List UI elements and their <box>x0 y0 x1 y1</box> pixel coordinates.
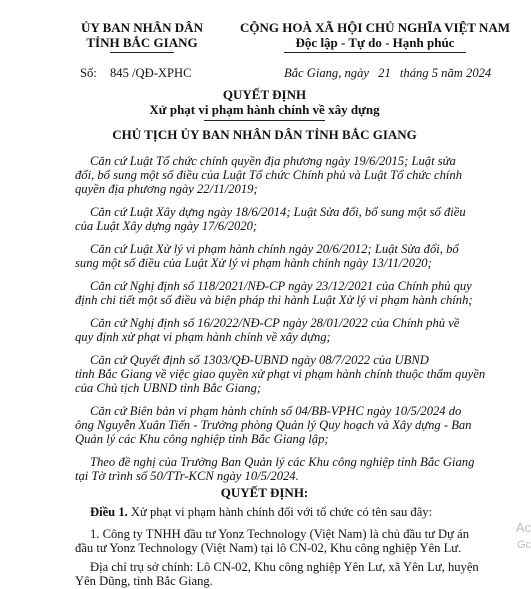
docno-suffix: /QĐ-XPHC <box>132 66 192 80</box>
date-place: Bắc Giang, ngày <box>284 66 369 80</box>
preamble-line: Căn cứ Biên bản vi phạm hành chính số 04/BB-VPHC ngày 10/5/2024 do <box>90 404 462 418</box>
subtitle-underline <box>204 120 325 121</box>
preamble-line: sung một số điều của Luật Xử lý vi phạm hành chính ngày 13/11/2020; <box>75 256 432 270</box>
preamble-line: Theo đề nghị của Trưởng Ban Quản lý các Khu công nghiệp tỉnh Bắc Giang <box>90 455 475 469</box>
article-1-label: Điều 1. <box>90 505 128 519</box>
issuing-authority-header <box>62 20 222 50</box>
docno-number: 845 <box>109 66 129 80</box>
issue-date <box>284 66 491 81</box>
country-name: CỘNG HOÀ XÃ HỘI CHỦ NGHĨA VIỆT NAM <box>239 20 511 35</box>
body-line: 1. Công ty TNHH đầu tư Yonz Technology (Việt Nam) là chủ đầu tư Dự án <box>90 527 469 541</box>
docno-label: Số: <box>80 66 97 80</box>
preamble-line: quyền địa phương ngày 22/11/2019; <box>75 182 258 196</box>
preamble-line: Căn cứ Luật Xử lý vi phạm hành chính ngày 20/6/2012; Luật Sửa đổi, bổ <box>90 242 459 256</box>
preamble-line: quy định xử phạt vi phạm hành chính về xây dựng; <box>75 330 331 344</box>
authority-underline <box>110 52 174 53</box>
preamble-line: của Luật Xây dựng ngày 17/6/2020; <box>75 219 258 233</box>
preamble-line: Căn cứ Luật Xây dựng ngày 18/6/2014; Luật Sửa đổi, bổ sung một số điều <box>90 205 466 219</box>
article-1-text: Xử phạt vi phạm hành chính đối với tổ chức có tên sau đây: <box>127 505 433 519</box>
national-motto: Độc lập - Tự do - Hạnh phúc <box>295 35 455 50</box>
article-1 <box>90 505 432 520</box>
preamble-line: Quản lý các Khu công nghiệp tỉnh Bắc Giang lập; <box>75 432 329 446</box>
motto-underline <box>284 52 466 53</box>
signing-authority: CHỦ TỊCH ỦY BAN NHÂN DÂN TỈNH BẮC GIANG <box>112 127 417 142</box>
preamble-line: Căn cứ Nghị định số 16/2022/NĐ-CP ngày 28/01/2022 của Chính phủ về <box>90 316 460 330</box>
preamble-line: Căn cứ Nghị định số 118/2021/NĐ-CP ngày 23/12/2021 của Chính phủ quy <box>90 279 472 293</box>
authority-line-2: TỈNH BẮC GIANG <box>86 35 198 50</box>
date-month-year: tháng 5 năm 2024 <box>399 66 492 80</box>
preamble-line: tại Tờ trình số 50/TTr-KCN ngày 10/5/2024. <box>75 469 299 483</box>
preamble-line: Căn cứ Quyết định số 1303/QĐ-UBND ngày 08/7/2022 của UBND <box>90 353 429 367</box>
preamble-line: đổi, bổ sung một số điều của Luật Tổ chức Chính phủ và Luật Tổ chức chính <box>75 168 462 182</box>
date-day: 21 <box>378 66 391 80</box>
preamble-line: định chi tiết một số điều và biện pháp thi hành Luật Xử lý vi phạm hành chính; <box>75 293 473 307</box>
activation-watermark-line-1: Ac <box>515 520 531 535</box>
preamble-line: ông Nguyễn Xuân Tiến - Trưởng phòng Quản lý Quy hoạch và Xây dựng - Ban <box>75 418 472 432</box>
preamble-line: tỉnh Bắc Giang về việc giao quyền xử phạt vi phạm hành chính thuộc thẩm quyền <box>75 367 486 381</box>
body-line: đầu tư Yonz Technology (Việt Nam) tại lô CN-02, Khu công nghiệp Yên Lư. <box>75 541 462 555</box>
national-motto-header <box>225 20 525 50</box>
document-number <box>80 66 192 81</box>
preamble-line: của Chủ tịch UBND tỉnh Bắc Giang; <box>75 381 262 395</box>
body-line: Yên Dũng, tỉnh Bắc Giang. <box>75 574 213 588</box>
document-title: QUYẾT ĐỊNH <box>222 87 307 102</box>
authority-line-1: ỦY BAN NHÂN DÂN <box>81 20 203 35</box>
document-subtitle: Xử phạt vi phạm hành chính về xây dựng <box>149 102 380 117</box>
decides-heading: QUYẾT ĐỊNH: <box>220 485 309 500</box>
activation-watermark-line-2: Gc <box>516 539 531 551</box>
preamble-line: Căn cứ Luật Tổ chức chính quyền địa phương ngày 19/6/2015; Luật sửa <box>90 154 456 168</box>
body-line: Địa chỉ trụ sở chính: Lô CN-02, Khu công nghiệp Yên Lư, xã Yên Lư, huyện <box>90 560 479 574</box>
